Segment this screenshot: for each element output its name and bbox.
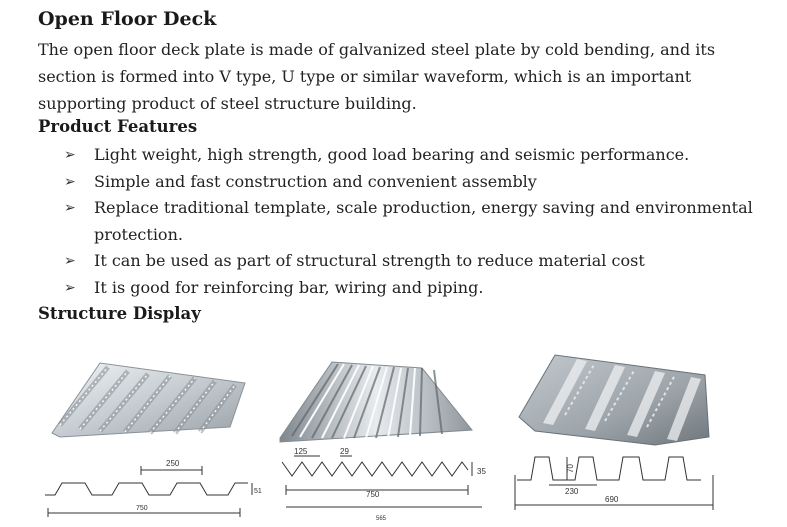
arrow-bullet-icon: ➢ [64,253,76,269]
section-profile-2 [282,456,482,507]
dim-pitch-1: 250 [166,459,180,468]
dim-pitch-3: 230 [565,487,579,496]
deck-figure-1 [40,345,270,520]
deck-photo-3 [519,355,709,445]
deck-figure-2 [272,350,502,525]
arrow-bullet-icon: ➢ [64,279,76,296]
dim-rib-2: 29 [340,447,349,456]
arrow-bullet-icon: ➢ [64,173,76,190]
feature-item [0,142,787,169]
feature-item [0,275,787,302]
dim-width-1: 750 [136,505,148,512]
dim-height-3: 70 [566,464,575,473]
feature-text: It can be used as part of structural strength to reduce material cost [94,251,645,270]
page-title: Open Floor Deck [38,8,217,30]
dim-height-2: 35 [477,467,486,476]
feature-item [0,248,787,275]
dim-top-2: 125 [294,447,308,456]
dim-overall-2: 565 [376,516,387,522]
arrow-bullet-icon: ➢ [64,200,76,216]
dim-height-1: 51 [254,488,262,495]
feature-item [0,169,787,196]
feature-text: Replace traditional template, scale production, energy saving and environmental protection. [94,198,753,244]
deck-photo-1 [52,363,245,437]
feature-text: Light weight, high strength, good load bearing and seismic performance. [94,145,690,164]
feature-text: Simple and fast construction and convenient assembly [94,171,537,191]
deck-photo-2 [280,362,472,442]
structure-heading: Structure Display [38,304,201,323]
feature-text: It is good for reinforcing bar, wiring and piping. [94,277,484,297]
features-heading: Product Features [38,117,198,136]
dim-width-2: 750 [366,490,380,499]
dim-width-3: 690 [605,495,619,504]
intro-paragraph: The open floor deck plate is made of galvanized steel plate by cold bending, and its section is formed into V type, U type or similar waveform, which is an important supporting product of steel structure building. [38,40,716,113]
section-profile-1 [45,466,252,517]
feature-item [0,195,787,248]
arrow-bullet-icon: ➢ [64,147,76,163]
features-list [0,142,787,301]
deck-figure-3 [505,345,735,520]
